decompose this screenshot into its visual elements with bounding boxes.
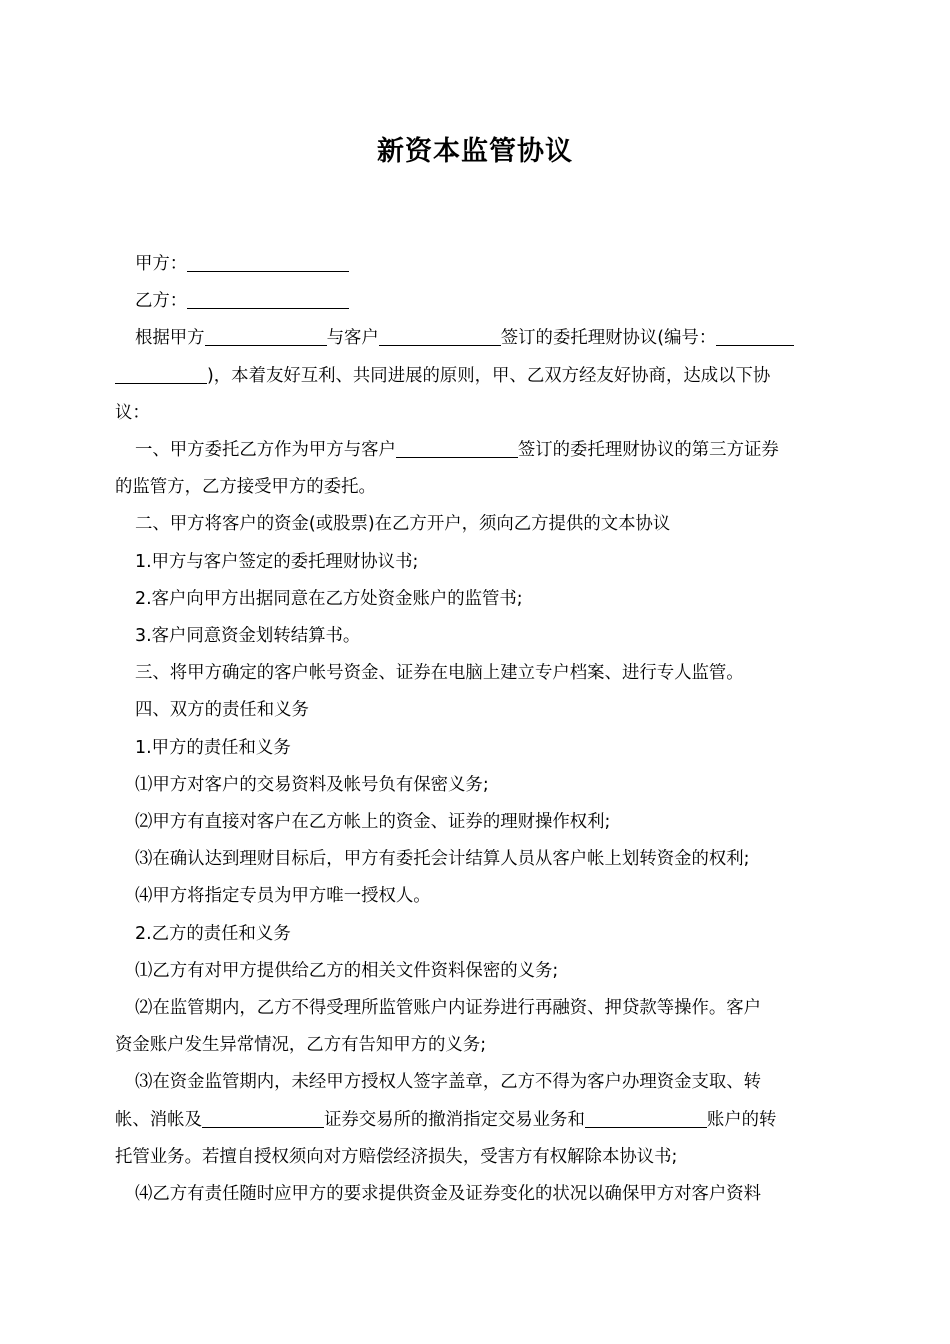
party-b-duty: ⑵在监管期内，乙方不得受理所监管账户内证券进行再融资、押贷款等操作。客户 (135, 998, 762, 1019)
party-a-duty: ⑴甲方对客户的交易资料及帐号负有保密义务; (135, 774, 489, 795)
section-1-text: 一、甲方委托乙方作为甲方与客户 (135, 440, 396, 461)
party-b-duty: ⑷乙方有责任随时应甲方的要求提供资金及证券变化的状况以确保甲方对客户资料 (135, 1184, 762, 1205)
client-blank (396, 440, 518, 458)
account-blank (585, 1109, 707, 1127)
contract-number-blank (716, 328, 794, 346)
intro-line-2 (115, 358, 837, 395)
contract-number-blank-cont (115, 365, 207, 383)
section-1-line-2: 的监管方，乙方接受甲方的委托。 (115, 477, 376, 498)
client-name-blank (379, 328, 501, 346)
intro-text: 签订的委托理财协议(编号： (500, 328, 717, 349)
duty-text: 帐、消帐及 (115, 1109, 202, 1130)
section-2-item: 2.客户向甲方出据同意在乙方处资金账户的监管书; (135, 588, 523, 609)
party-a-line (115, 246, 837, 283)
party-b-duty-cont (115, 1102, 837, 1139)
section-4-title: 四、双方的责任和义务 (135, 700, 309, 721)
section-2-item: 1.甲方与客户签定的委托理财协议书; (135, 551, 419, 572)
intro-line-1 (115, 320, 837, 357)
party-a-duty: ⑵甲方有直接对客户在乙方帐上的资金、证券的理财操作权利; (135, 812, 611, 833)
party-a-duty: ⑶在确认达到理财目标后，甲方有委托会计结算人员从客户帐上划转资金的权利; (135, 849, 750, 870)
document-title: 新资本监管协议 (377, 136, 573, 167)
section-1-text: 签订的委托理财协议的第三方证券 (517, 440, 779, 461)
party-b-blank (187, 291, 349, 309)
party-b-line (115, 283, 837, 320)
duty-text: 账户的转 (706, 1109, 777, 1130)
party-b-duty: ⑶在资金监管期内，未经甲方授权人签字盖章，乙方不得为客户办理资金支取、转 (135, 1072, 762, 1093)
section-2-title: 二、甲方将客户的资金(或股票)在乙方开户，须向乙方提供的文本协议 (135, 514, 671, 535)
party-a-name-blank (205, 328, 327, 346)
section-2-item: 3.客户同意资金划转结算书。 (135, 626, 361, 647)
exchange-blank (202, 1109, 324, 1127)
party-a-blank (187, 254, 349, 272)
party-a-duty: ⑷甲方将指定专员为甲方唯一授权人。 (135, 886, 431, 907)
section-3: 三、将甲方确定的客户帐号资金、证券在电脑上建立专户档案、进行专人监管。 (135, 663, 744, 684)
intro-line-3: 议： (115, 402, 150, 423)
section-1-line-1 (115, 432, 837, 469)
intro-text: 与客户 (326, 328, 379, 349)
party-b-duty-cont: 托管业务。若擅自授权须向对方赔偿经济损失，受害方有权解除本协议书; (115, 1146, 678, 1167)
duty-text: 证券交易所的撤消指定交易业务和 (323, 1109, 585, 1130)
intro-text: 根据甲方 (135, 328, 205, 349)
party-a-duties-title: 1.甲方的责任和义务 (135, 737, 291, 758)
party-a-label: 甲方： (135, 254, 188, 274)
document-body (115, 246, 837, 1213)
party-b-duty-cont: 资金账户发生异常情况，乙方有告知甲方的义务; (115, 1035, 487, 1056)
party-b-label: 乙方： (135, 291, 188, 312)
party-b-duty: ⑴乙方有对甲方提供给乙方的相关文件资料保密的义务; (135, 960, 559, 981)
party-b-duties-title: 2.乙方的责任和义务 (135, 923, 291, 944)
intro-text: )，本着友好互利、共同进展的原则，甲、乙双方经友好协商，达成以下协 (207, 365, 771, 386)
